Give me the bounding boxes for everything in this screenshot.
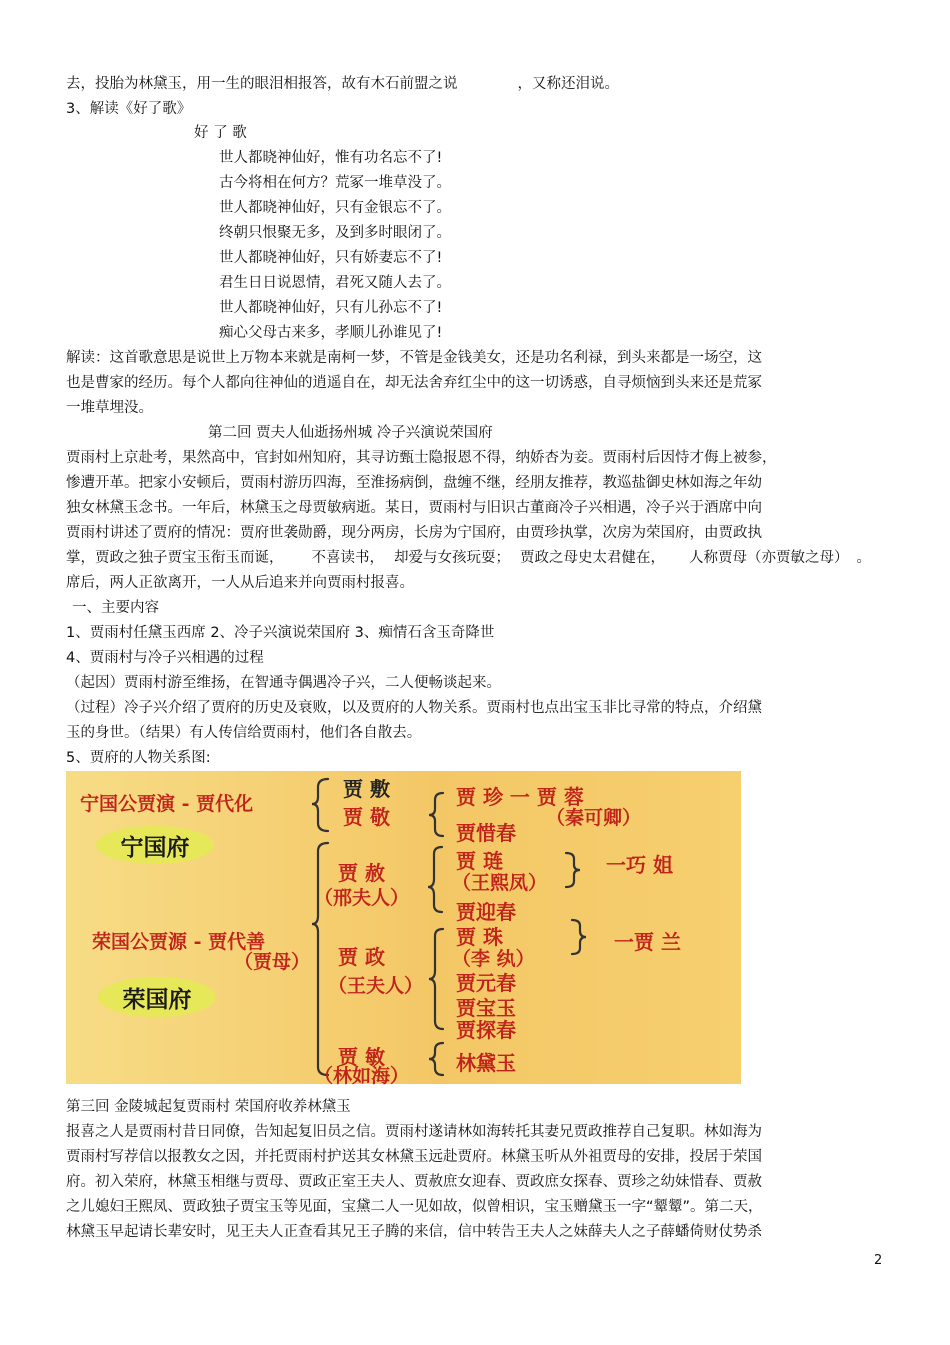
- chapter-title: 第二回 贾夫人仙逝扬州城 冷子兴演说荣国府: [208, 425, 493, 441]
- text-line: （过程）冷子兴介绍了贾府的历史及衰败，以及贾府的人物关系。贾雨村也点出宝玉非比寻常的特点，介绍黛: [66, 700, 762, 716]
- text-line: 惨遭开革。把家小安顿后，贾雨村游历四海，至淮扬病倒，盘缠不继，经朋友推荐，教巡盐御史林如海之年幼: [66, 475, 762, 491]
- node-xing-furen: （邢夫人）: [314, 887, 410, 909]
- text-line: 也是曹家的经历。每个人都向往神仙的逍遥自在，却无法舍弃红尘中的这一切诱惑，自寻烦恼到头来还是荒冢: [66, 375, 762, 391]
- family-tree-diagram: [66, 771, 741, 1087]
- node-jia-lan: 一贾 兰: [614, 930, 681, 954]
- text-segment: 不喜读书，: [311, 550, 384, 566]
- poem-line: 世人都晓神仙好，只有儿孙忘不了!: [219, 300, 443, 316]
- poem-line: 世人都晓神仙好，只有娇妻忘不了!: [219, 250, 443, 266]
- node-jia-zheng: 贾 政: [338, 945, 385, 969]
- text-segment: 掌，贾政之独子贾宝玉衔玉而诞，: [66, 550, 284, 566]
- ningguo-founder: 宁国公贾演 - 贾代化: [80, 793, 254, 815]
- chapter-title: 第三回 金陵城起复贾雨村 荣国府收养林黛玉: [66, 1099, 351, 1115]
- page-number: 2: [874, 1253, 883, 1268]
- node-lin-daiyu: 林黛玉: [456, 1051, 516, 1075]
- text-line: 1、贾雨村任黛玉西席 2、冷子兴演说荣国府 3、痴情石含玉奇降世: [66, 625, 495, 641]
- text-segment: 却爱与女孩玩耍；: [394, 550, 510, 566]
- node-jia-xichun: 贾惜春: [456, 821, 516, 845]
- node-li-wan: （李 纨）: [452, 948, 535, 970]
- text-segment: 去，投胎为林黛玉，用一生的眼泪相报答，故有木石前盟之说: [66, 76, 458, 92]
- node-jia-zhen-rong: 贾 珍 一 贾 蓉: [456, 785, 584, 809]
- text-segment: 人称贾母（亦贾敏之母）: [689, 550, 849, 566]
- text-line: 林黛玉早起请长辈安时，见王夫人正查看其兄王子腾的来信，信中转告王夫人之妹薛夫人之子薛蟠倚财仗势杀: [66, 1224, 762, 1240]
- node-qin-keqing: （秦可卿）: [546, 807, 642, 829]
- text-line: 府。初入荣府，林黛玉相继与贾母、贾政正室王夫人、贾赦庶女迎春、贾政庶女探春、贾珍之幼妹惜春、贾赦: [66, 1174, 762, 1190]
- text-line: 一堆草埋没。: [66, 400, 153, 416]
- text-segment: 。: [856, 550, 871, 566]
- node-jia-mu: （贾母）: [234, 951, 311, 973]
- text-line: 报喜之人是贾雨村昔日同僚，告知起复旧员之信。贾雨村遂请林如海转托其妻兄贾政推荐自己复职。林如海为: [66, 1124, 762, 1140]
- text-line: 玉的身世。（结果）有人传信给贾雨村，他们各自散去。: [66, 725, 422, 741]
- node-qiaojie: 一巧 姐: [606, 853, 673, 877]
- node-jia-zhu: 贾 珠: [456, 925, 503, 949]
- poem-line: 终朝只恨聚无多，及到多时眼闭了。: [219, 225, 451, 241]
- node-jia-yuanchun: 贾元春: [456, 971, 516, 995]
- poem-line: 痴心父母古来多，孝顺儿孙谁见了!: [219, 325, 443, 341]
- text-line: 独女林黛玉念书。一年后，林黛玉之母贾敏病逝。某日，贾雨村与旧识古董商冷子兴相遇，冷子兴于酒席中向: [66, 500, 762, 516]
- text-line: 贾雨村讲述了贾府的情况：贾府世袭勋爵，现分两房，长房为宁国府，由贾珍执掌，次房为荣国府，由贾政执: [66, 525, 762, 541]
- section-heading: 4、贾雨村与冷子兴相遇的过程: [66, 650, 264, 666]
- node-jia-fu: 贾 敷: [343, 777, 390, 801]
- text-line: 贾雨村写荐信以报教女之因，并托贾雨村护送其女林黛玉远赴贾府。林黛玉听从外祖贾母的安排，投居于荣国: [66, 1149, 762, 1165]
- poem-line: 世人都晓神仙好，只有金银忘不了。: [219, 200, 451, 216]
- rongguo-label: [98, 977, 216, 1017]
- rongguo-label-text: 荣国府: [122, 986, 192, 1013]
- node-jia-tanchun: 贾探春: [456, 1018, 516, 1042]
- node-wang-furen: （王夫人）: [328, 975, 424, 997]
- node-jia-lian: 贾 琏: [456, 849, 503, 873]
- poem-line: 世人都晓神仙好，惟有功名忘不了!: [219, 150, 443, 166]
- section-heading: 5、贾府的人物关系图:: [66, 750, 211, 766]
- text-segment: 贾政之母史太君健在，: [520, 550, 665, 566]
- text-segment: ，又称还泪说。: [517, 76, 619, 92]
- section-heading: 3、解读《好了歌》: [66, 101, 192, 117]
- poem-line: 古今将相在何方？荒冢一堆草没了。: [219, 175, 451, 191]
- ningguo-label: [96, 826, 214, 864]
- poem-title: 好 了 歌: [194, 125, 247, 141]
- text-line: 贾雨村上京赴考，果然高中，官封如州知府，其寻访甄士隐报恩不得，纳娇杏为妾。贾雨村后因恃才侮上被参，: [66, 450, 777, 466]
- text-line: 席后，两人正欲离开，一人从后追来并向贾雨村报喜。: [66, 575, 414, 591]
- text-line: [66, 74, 619, 94]
- text-line: 之儿媳妇王熙凤、贾政独子贾宝玉等见面，宝黛二人一见如故，似曾相识，宝玉赠黛玉一字“颦颦”。第二天，: [66, 1199, 763, 1215]
- node-wang-xifeng: （王熙凤）: [452, 872, 548, 894]
- node-jia-yingchun: 贾迎春: [456, 900, 516, 924]
- text-line: [66, 548, 871, 568]
- node-lin-ruhai: （林如海）: [314, 1065, 410, 1087]
- node-jia-jing: 贾 敬: [343, 805, 390, 829]
- text-line: （起因）贾雨村游至维扬，在智通寺偶遇冷子兴，二人便畅谈起来。: [66, 675, 501, 691]
- node-jia-min: 贾 敏: [338, 1045, 385, 1069]
- node-jia-baoyu: 贾宝玉: [456, 996, 516, 1020]
- section-heading: 一、主要内容: [72, 600, 159, 616]
- text-line: 解读：这首歌意思是说世上万物本来就是南柯一梦，不管是金钱美女，还是功名利禄，到头来都是一场空，这: [66, 350, 762, 366]
- node-jia-she: 贾 赦: [338, 861, 385, 885]
- rongguo-founder: 荣国公贾源 - 贾代善: [92, 931, 266, 953]
- poem-line: 君生日日说恩情，君死又随人去了。: [219, 275, 451, 291]
- ningguo-label-text: 宁国府: [120, 834, 190, 861]
